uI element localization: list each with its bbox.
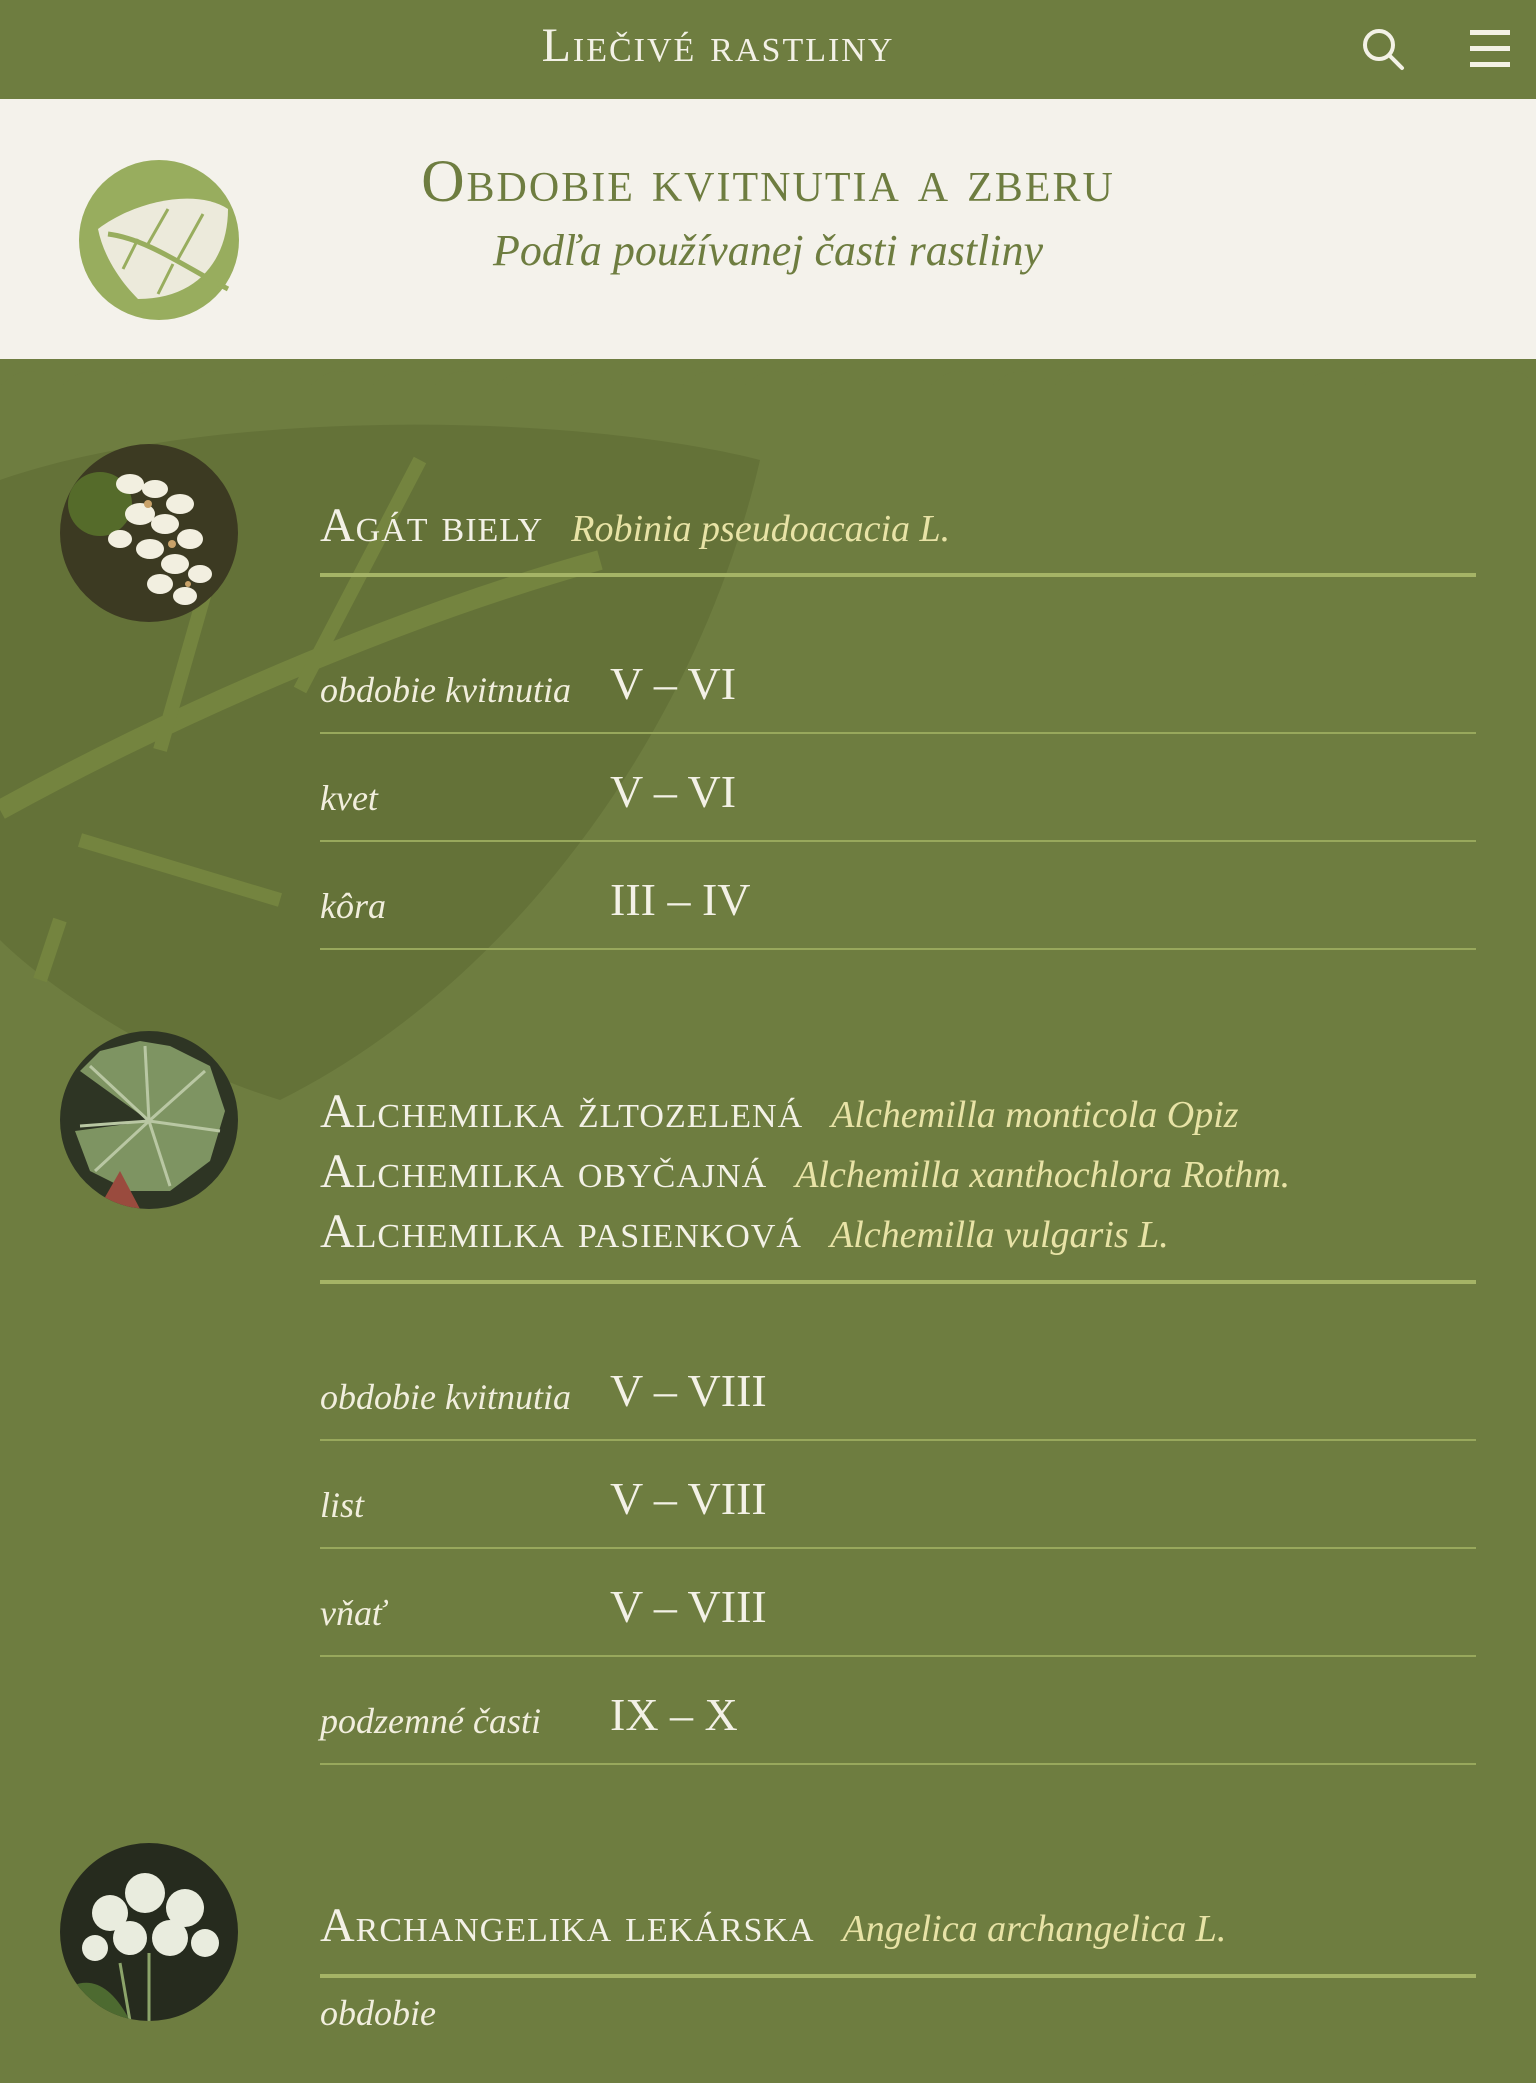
info-row (320, 840, 1476, 950)
row-value: V – VIII (610, 1473, 767, 1524)
latin-name: Alchemilla vulgaris L. (829, 1214, 1169, 1256)
latin-name: Angelica archangelica L. (842, 1908, 1227, 1950)
row-value: V – VIII (610, 1365, 767, 1416)
row-value: III – IV (610, 874, 751, 925)
common-name[interactable]: Alchemilka žltozelená (320, 1085, 804, 1138)
plant-names (320, 1084, 1480, 1264)
info-row (320, 1439, 1476, 1549)
common-name[interactable]: Archangelika lekárska (320, 1899, 815, 1952)
row-label: obdobie kvitnutia (320, 1377, 571, 1417)
page-subtitle: Podľa používanej časti rastliny (492, 226, 1044, 275)
plant-photo-angelica[interactable] (60, 1843, 238, 2021)
info-row (320, 1655, 1476, 1765)
plant-name-line (320, 1144, 1480, 1204)
row-label: vňať (320, 1593, 386, 1633)
latin-name: Alchemilla xanthochlora Rothm. (795, 1154, 1291, 1196)
plant-name-line (320, 1084, 1480, 1144)
row-value: IX – X (610, 1689, 738, 1740)
info-row (320, 1281, 1476, 1441)
row-label: kôra (320, 886, 386, 926)
info-row (320, 732, 1476, 842)
scalloped-divider (0, 356, 1536, 386)
info-row (320, 574, 1476, 734)
row-label: kvet (320, 778, 378, 818)
info-row (320, 1547, 1476, 1657)
plant-photo-robinia[interactable] (60, 444, 238, 622)
row-label: obdobie (320, 1993, 436, 2033)
common-name[interactable]: Alchemilka pasienková (320, 1205, 802, 1258)
search-icon[interactable] (1360, 26, 1408, 74)
plant-name-line (320, 498, 1480, 558)
info-row (320, 1975, 1476, 2083)
app-title[interactable]: Liečivé rastliny (541, 19, 895, 72)
plant-names (320, 1898, 1480, 1958)
plant-name-line (320, 1204, 1480, 1264)
row-label: obdobie kvitnutia (320, 670, 571, 710)
plant-names (320, 498, 1480, 558)
row-value: V – VIII (610, 1581, 767, 1632)
plant-photo-alchemilla[interactable] (60, 1031, 238, 1209)
row-value: V – VI (610, 766, 737, 817)
latin-name: Alchemilla monticola Opiz (831, 1094, 1239, 1136)
top-bar (0, 0, 1536, 99)
row-label: list (320, 1485, 365, 1525)
page-title: Obdobie kvitnutia a zberu (421, 148, 1115, 214)
row-value: V – VI (610, 658, 737, 709)
latin-name: Robinia pseudoacacia L. (571, 508, 951, 550)
hamburger-menu-icon[interactable] (1466, 26, 1516, 74)
page-header (0, 99, 1536, 359)
plant-name-line (320, 1898, 1480, 1958)
common-name[interactable]: Agát biely (320, 499, 544, 552)
common-name[interactable]: Alchemilka obyčajná (320, 1145, 768, 1198)
row-label: podzemné časti (320, 1701, 541, 1741)
